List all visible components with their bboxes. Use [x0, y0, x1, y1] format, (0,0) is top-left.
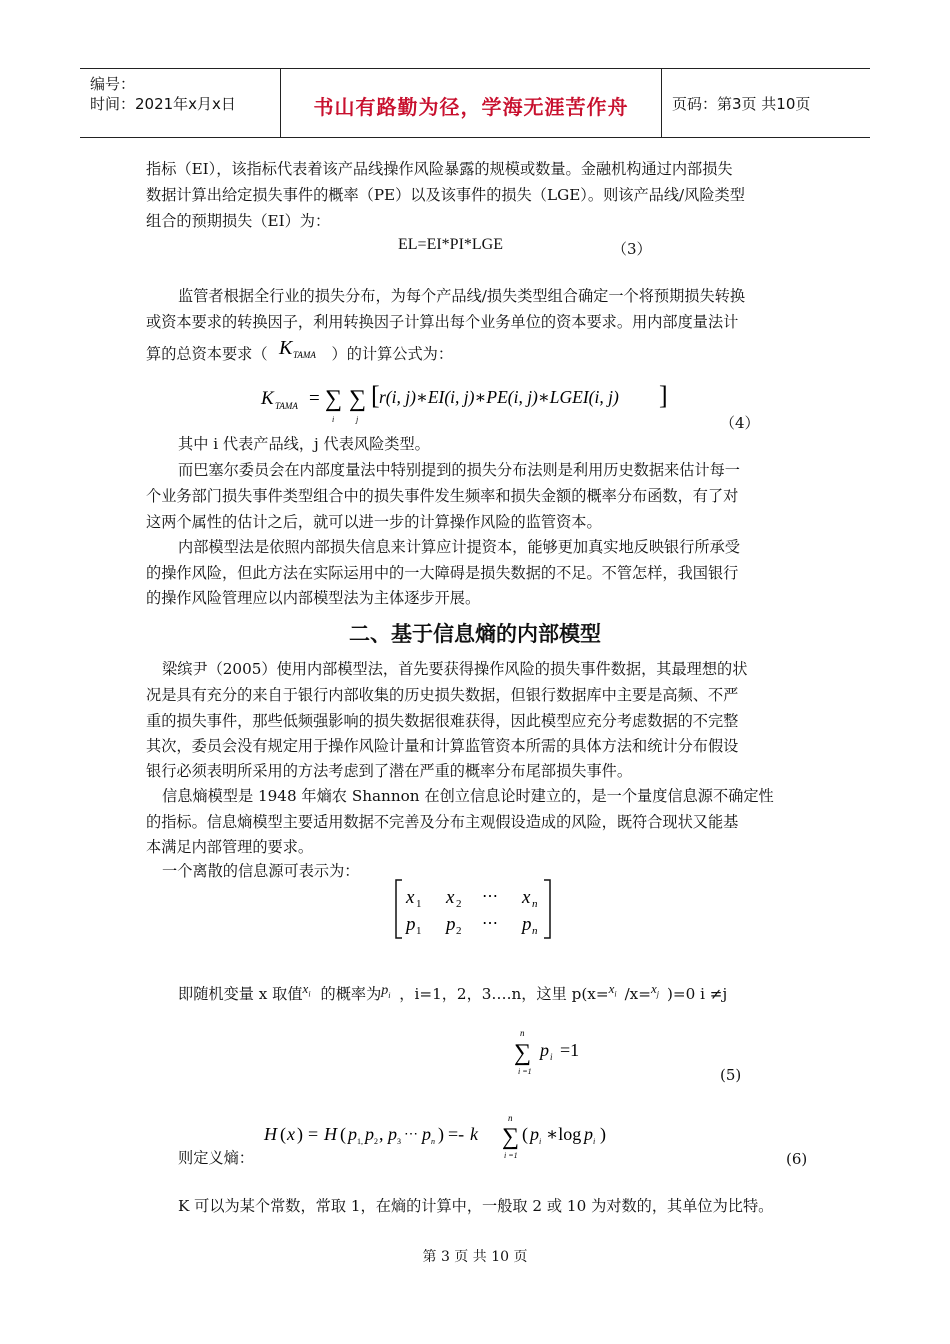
- text-line: 内部模型法是依照内部损失信息来计算应计提资本，能够更加真实地反映银行所承受: [178, 538, 740, 556]
- svg-text:[: [: [371, 381, 380, 410]
- text-fragment: 算的总资本要求（: [146, 345, 268, 363]
- svg-text:TAMA: TAMA: [275, 401, 298, 411]
- text-line: 本满足内部管理的要求。: [146, 838, 314, 856]
- svg-text:2: 2: [456, 898, 462, 910]
- svg-text:): ): [438, 1124, 444, 1144]
- page-info: 页码：第3页 共10页: [672, 95, 811, 113]
- text-line: 而巴塞尔委员会在内部度量法中特别提到的损失分布法则是利用历史数据来估计每一: [178, 461, 740, 479]
- svg-text:=1: =1: [560, 1040, 580, 1060]
- svg-text:p: p: [406, 914, 416, 935]
- text-line: 即随机变量 x 取值$x_i$ 的概率为$p_i$ ，i=1，2，3….n，这里 $p(x=x_i$ $/x=x_j$ )=0 i ≠j: [178, 981, 728, 1003]
- equation-3-number: （3）: [612, 240, 652, 258]
- text-line: 则定义熵：: [178, 1149, 254, 1167]
- svg-text:⋯: ⋯: [482, 888, 498, 905]
- svg-text:(: (: [522, 1124, 528, 1144]
- svg-text:j: j: [356, 415, 359, 424]
- text-line: 监管者根据全行业的损失分布，为每个产品线/损失类型组合确定一个将预期损失转换: [178, 287, 746, 305]
- page-header: [80, 68, 870, 138]
- svg-text:n: n: [431, 1137, 435, 1146]
- text-line: 其次，委员会没有规定用于操作风险计量和计算监管资本所需的具体方法和统计分布假设: [146, 737, 739, 755]
- equation-4-number: （4）: [720, 414, 760, 432]
- svg-text:2: 2: [456, 925, 462, 937]
- svg-text:i: i: [550, 1052, 553, 1062]
- svg-text:r(i, j)∗EI(i, j)∗PE(i, j)∗LGEI: r(i, j)∗EI(i, j)∗PE(i, j)∗LGEI(i, j): [379, 387, 619, 407]
- text-line: 重的损失事件，那些低频强影响的损失数据很难获得，因此模型应充分考虑数据的不完整: [146, 712, 739, 730]
- text-line: 个业务部门损失事件类型组合中的损失事件发生频率和损失金额的概率分布函数，有了对: [146, 487, 739, 505]
- svg-text:1: 1: [416, 925, 422, 937]
- text-line: 的操作风险管理应以内部模型法为主体逐步开展。: [146, 589, 481, 607]
- time-label: 时间：2021年x月x日: [90, 95, 236, 113]
- svg-text:1,: 1,: [357, 1137, 363, 1146]
- svg-text:=: =: [309, 388, 320, 409]
- svg-text:]: ]: [659, 381, 668, 410]
- svg-text:∑: ∑: [514, 1040, 532, 1066]
- text-line: 或资本要求的转换因子，利用转换因子计算出每个业务单位的资本要求。用内部度量法计: [146, 313, 739, 331]
- text-line: 银行必须表明所采用的方法考虑到了潜在严重的概率分布尾部损失事件。: [146, 762, 632, 780]
- svg-text:p: p: [540, 1040, 549, 1060]
- svg-text:K: K: [279, 337, 293, 359]
- text-fragment: )=0 i ≠j: [666, 985, 728, 1003]
- text-fragment: ，i=1，2，3….n，这里 p(x=: [399, 985, 609, 1003]
- text-line: 况是具有充分的来自于银行内部收集的历史损失数据，但银行数据库中主要是高频、不严: [146, 686, 739, 704]
- text-line: 的指标。信息熵模型主要适用数据不完善及分布主观假设造成的风险，既符合现状又能基: [146, 813, 739, 831]
- svg-text:H: H: [324, 1124, 337, 1144]
- header-page-cell: [662, 69, 870, 137]
- text-line: K 可以为某个常数，常取 1，在熵的计算中，一般取 2 或 10 为对数的，其单位为比特。: [178, 1197, 774, 1215]
- svg-text:K: K: [261, 388, 274, 409]
- svg-text:n: n: [508, 1113, 513, 1123]
- text-line: 这两个属性的估计之后，就可以进一步的计算操作风险的监管资本。: [146, 513, 602, 531]
- svg-text:(: (: [340, 1124, 346, 1144]
- svg-text:(: (: [280, 1124, 286, 1144]
- equation-5: [510, 1026, 600, 1078]
- svg-text:1: 1: [416, 898, 422, 910]
- text-fragment: ）的计算公式为：: [331, 345, 453, 363]
- header-motto-cell: [281, 69, 662, 137]
- text-line: 指标（EI），该指标代表着该产品线操作风险暴露的规模或数量。金融机构通过内部损失: [146, 160, 733, 178]
- text-line: 梁缤尹（2005）使用内部模型法，首先要获得操作风险的损失事件数据，其最理想的状: [162, 660, 748, 678]
- svg-text:n: n: [532, 925, 538, 937]
- svg-text:p: p: [522, 914, 532, 935]
- svg-text:⋯: ⋯: [404, 1127, 418, 1142]
- svg-text:x: x: [522, 887, 531, 908]
- svg-text:x: x: [406, 887, 415, 908]
- equation-5-number: (5): [720, 1066, 742, 1084]
- text-line: 一个离散的信息源可表示为：: [162, 862, 360, 880]
- page-footer: 第 3 页 共 10 页: [422, 1249, 528, 1265]
- svg-text:n: n: [520, 1028, 525, 1038]
- equation-4: [255, 378, 685, 430]
- text-line: 组合的预期损失（EI）为：: [146, 212, 331, 230]
- svg-text:p: p: [446, 914, 456, 935]
- svg-text:=: =: [308, 1124, 319, 1144]
- svg-text:H: H: [264, 1124, 277, 1144]
- svg-text:=-: =-: [448, 1124, 465, 1144]
- text-line: 的操作风险，但此方法在实际运用中的一大障碍是损失数据的不足。不管怎样，我国银行: [146, 564, 739, 582]
- svg-text:x: x: [446, 887, 455, 908]
- svg-text:∗log: ∗log: [546, 1124, 582, 1144]
- svg-text:,: ,: [379, 1124, 384, 1144]
- svg-text:i =1: i =1: [518, 1067, 532, 1076]
- header-meta-cell: [80, 69, 281, 137]
- svg-text:TAMA: TAMA: [293, 350, 316, 360]
- source-matrix: [392, 876, 562, 942]
- svg-text:p: p: [388, 1124, 397, 1144]
- text-line: 信息熵模型是 1948 年熵农 Shannon 在创立信息论时建立的，是一个量度信息源不确定性: [162, 787, 774, 805]
- text-line: 数据计算出给定损失事件的概率（PE）以及该事件的损失（LGE）。则该产品线/风险类型: [146, 186, 745, 204]
- section-title: 二、基于信息熵的内部模型: [349, 622, 601, 646]
- text-fragment: /x=: [624, 985, 651, 1003]
- k-tama-symbol: [275, 332, 345, 364]
- svg-text:k: k: [470, 1124, 478, 1144]
- text-fragment: 的概率为: [320, 985, 382, 1003]
- svg-text:i: i: [593, 1137, 596, 1146]
- svg-text:p: p: [348, 1124, 357, 1144]
- svg-text:2: 2: [374, 1137, 378, 1146]
- equation-3: EL=EI*PI*LGE: [398, 236, 503, 253]
- svg-text:i: i: [332, 415, 335, 424]
- svg-text:): ): [600, 1124, 606, 1144]
- svg-text:⋯: ⋯: [482, 915, 498, 932]
- svg-text:n: n: [532, 898, 538, 910]
- svg-text:): ): [297, 1124, 303, 1144]
- svg-text:∑: ∑: [502, 1124, 520, 1150]
- svg-text:∑: ∑: [349, 386, 367, 412]
- svg-text:x: x: [287, 1124, 295, 1144]
- svg-text:p: p: [365, 1124, 374, 1144]
- svg-text:i =1: i =1: [504, 1151, 518, 1160]
- text-line: 其中 i 代表产品线，j 代表风险类型。: [178, 435, 430, 453]
- svg-text:3: 3: [397, 1137, 401, 1146]
- number-label: 编号：: [90, 75, 136, 93]
- svg-text:p: p: [530, 1124, 539, 1144]
- motto: 书山有路勤为径，学海无涯苦作舟: [313, 95, 629, 119]
- svg-text:p: p: [422, 1124, 431, 1144]
- svg-text:i: i: [539, 1137, 542, 1146]
- svg-text:p: p: [584, 1124, 593, 1144]
- equation-6: [258, 1110, 628, 1164]
- svg-text:∑: ∑: [325, 386, 343, 412]
- text-fragment: 即随机变量 x 取值: [178, 985, 303, 1003]
- equation-6-number: (6): [786, 1150, 808, 1168]
